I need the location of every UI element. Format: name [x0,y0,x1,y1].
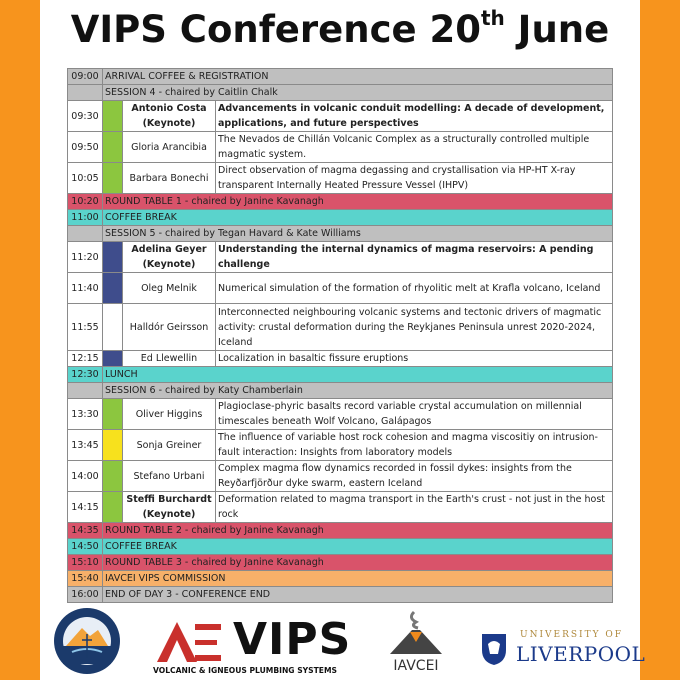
talk-row [68,163,613,194]
speaker-cell [123,304,216,351]
speaker-name: Halldór Geirsson [129,321,209,333]
schedule-row [68,69,613,85]
time-cell [68,85,103,101]
iavcei-wordmark: IAVCEI [393,658,439,674]
schedule-row [68,555,613,571]
session-color-swatch [103,242,123,273]
talk-title: Advancements in volcanic conduit modelling: A decade of development, applications, and future perspectives [216,101,613,132]
speaker-cell [123,399,216,430]
talk-row [68,304,613,351]
schedule-row [68,367,613,383]
speaker-cell [123,163,216,194]
iavcei-logo [386,608,446,678]
time-cell: 14:35 [68,523,103,539]
keynote-tag: (Keynote) [142,118,196,129]
time-cell: 09:30 [68,101,103,132]
vips-subtitle: VOLCANIC & IGNEOUS PLUMBING SYSTEMS [153,666,338,675]
time-cell: 11:20 [68,242,103,273]
talk-row [68,132,613,163]
talk-title: Complex magma flow dynamics recorded in fossil dykes: insights from the Reyðarfjörður dyke swarm, eastern Iceland [216,461,613,492]
time-cell: 09:50 [68,132,103,163]
time-cell: 10:20 [68,194,103,210]
speaker-name: Oliver Higgins [135,408,203,420]
talk-title: Understanding the internal dynamics of magma reservoirs: A pending challenge [216,242,613,273]
talk-title: The influence of variable host rock cohesion and magma viscositiy on intrusion-fault interaction: Insights from laboratory models [216,430,613,461]
speaker-name: Adelina Geyer [131,244,207,255]
session-color-swatch [103,163,123,194]
session-label: ROUND TABLE 1 - chaired by Janine Kavanagh [103,194,613,210]
university-of-liverpool-logo [480,630,646,672]
talk-title: The Nevados de Chillán Volcanic Complex as a structurally controlled multiple magmatic system. [216,132,613,163]
session-color-swatch [103,132,123,163]
session-color-swatch [103,101,123,132]
session-color-swatch [103,461,123,492]
speaker-cell [123,132,216,163]
session-label: COFFEE BREAK [103,539,613,555]
vips-logo [153,614,355,678]
time-cell: 16:00 [68,587,103,603]
time-cell: 12:15 [68,351,103,367]
time-cell: 14:15 [68,492,103,523]
session-label: ROUND TABLE 3 - chaired by Janine Kavanagh [103,555,613,571]
session-color-swatch [103,399,123,430]
talk-title: Numerical simulation of the formation of rhyolitic melt at Krafla volcano, Iceland [216,273,613,304]
time-cell [68,226,103,242]
time-cell: 09:00 [68,69,103,85]
talk-row [68,430,613,461]
talk-row [68,351,613,367]
session-label: SESSION 5 - chaired by Tegan Havard & Kate Williams [103,226,613,242]
speaker-name: Ed Llewellin [140,353,198,364]
session-color-swatch [103,492,123,523]
session-color-swatch [103,273,123,304]
speaker-cell [123,273,216,304]
time-cell: 15:10 [68,555,103,571]
session-label: END OF DAY 3 - CONFERENCE END [103,587,613,603]
talk-row [68,101,613,132]
session-label: LUNCH [103,367,613,383]
time-cell: 13:45 [68,430,103,461]
session-label: ROUND TABLE 2 - chaired by Janine Kavanagh [103,523,613,539]
schedule-row [68,571,613,587]
talk-title: Direct observation of magma degassing and crystallisation via HP-HT X-ray transparent Internally Heated Pressure Vessel (IHPV) [216,163,613,194]
schedule-table [67,68,613,603]
schedule-row [68,226,613,242]
session-color-swatch [103,430,123,461]
session-label: SESSION 4 - chaired by Caitlin Chalk [103,85,613,101]
speaker-cell [123,492,216,523]
talk-row [68,461,613,492]
speaker-name: Antonio Costa [131,103,207,114]
time-cell: 13:30 [68,399,103,430]
talk-row [68,492,613,523]
speaker-name: Stefano Urbani [133,470,205,482]
schedule-row [68,523,613,539]
speaker-cell [123,242,216,273]
uol-bottom-text: LIVERPOOL [516,642,646,666]
session-label: ARRIVAL COFFEE & REGISTRATION [103,69,613,85]
schedule-row [68,210,613,226]
speaker-name: Barbara Bonechi [129,172,209,184]
liverpool-magma-lab-seal [52,606,122,676]
time-cell: 14:00 [68,461,103,492]
talk-row [68,242,613,273]
speaker-cell [123,101,216,132]
session-label: IAVCEI VIPS COMMISSION [103,571,613,587]
session-color-swatch [103,351,123,367]
keynote-tag: (Keynote) [142,259,196,270]
uol-top-text: UNIVERSITY OF [520,630,624,640]
time-cell: 12:30 [68,367,103,383]
talk-title: Localization in basaltic fissure eruptions [216,351,613,367]
speaker-cell [123,351,216,367]
time-cell: 11:40 [68,273,103,304]
speaker-name: Oleg Melnik [141,282,197,294]
schedule-row [68,85,613,101]
talk-row [68,399,613,430]
speaker-name: Sonja Greiner [136,439,202,451]
session-label: SESSION 6 - chaired by Katy Chamberlain [103,383,613,399]
time-cell: 14:50 [68,539,103,555]
time-cell: 11:55 [68,304,103,351]
schedule-row [68,383,613,399]
talk-title: Deformation related to magma transport in the Earth's crust - not just in the host rock [216,492,613,523]
talk-row [68,273,613,304]
talk-title: Interconnected neighbouring volcanic systems and tectonic drivers of magmatic activity: crustal deformation during the Reykjanes Peninsula unrest 2020-2024, Iceland [216,304,613,351]
vips-wordmark: VIPS [233,614,352,665]
crest-icon [480,632,508,666]
schedule-row [68,194,613,210]
session-label: COFFEE BREAK [103,210,613,226]
page-title: VIPS Conference 20th June [70,5,610,51]
keynote-tag: (Keynote) [142,509,196,520]
logo-strip [40,600,646,680]
schedule-row [68,539,613,555]
speaker-cell [123,430,216,461]
time-cell: 10:05 [68,163,103,194]
time-cell [68,383,103,399]
session-color-swatch [103,304,123,351]
speaker-name: Steffi Burchardt [126,494,212,505]
speaker-name: Gloria Arancibia [131,141,207,153]
talk-title: Plagioclase-phyric basalts record variable crystal accumulation on millennial timescales beneath Wolf Volcano, Galápagos [216,399,613,430]
speaker-cell [123,461,216,492]
time-cell: 11:00 [68,210,103,226]
time-cell: 15:40 [68,571,103,587]
